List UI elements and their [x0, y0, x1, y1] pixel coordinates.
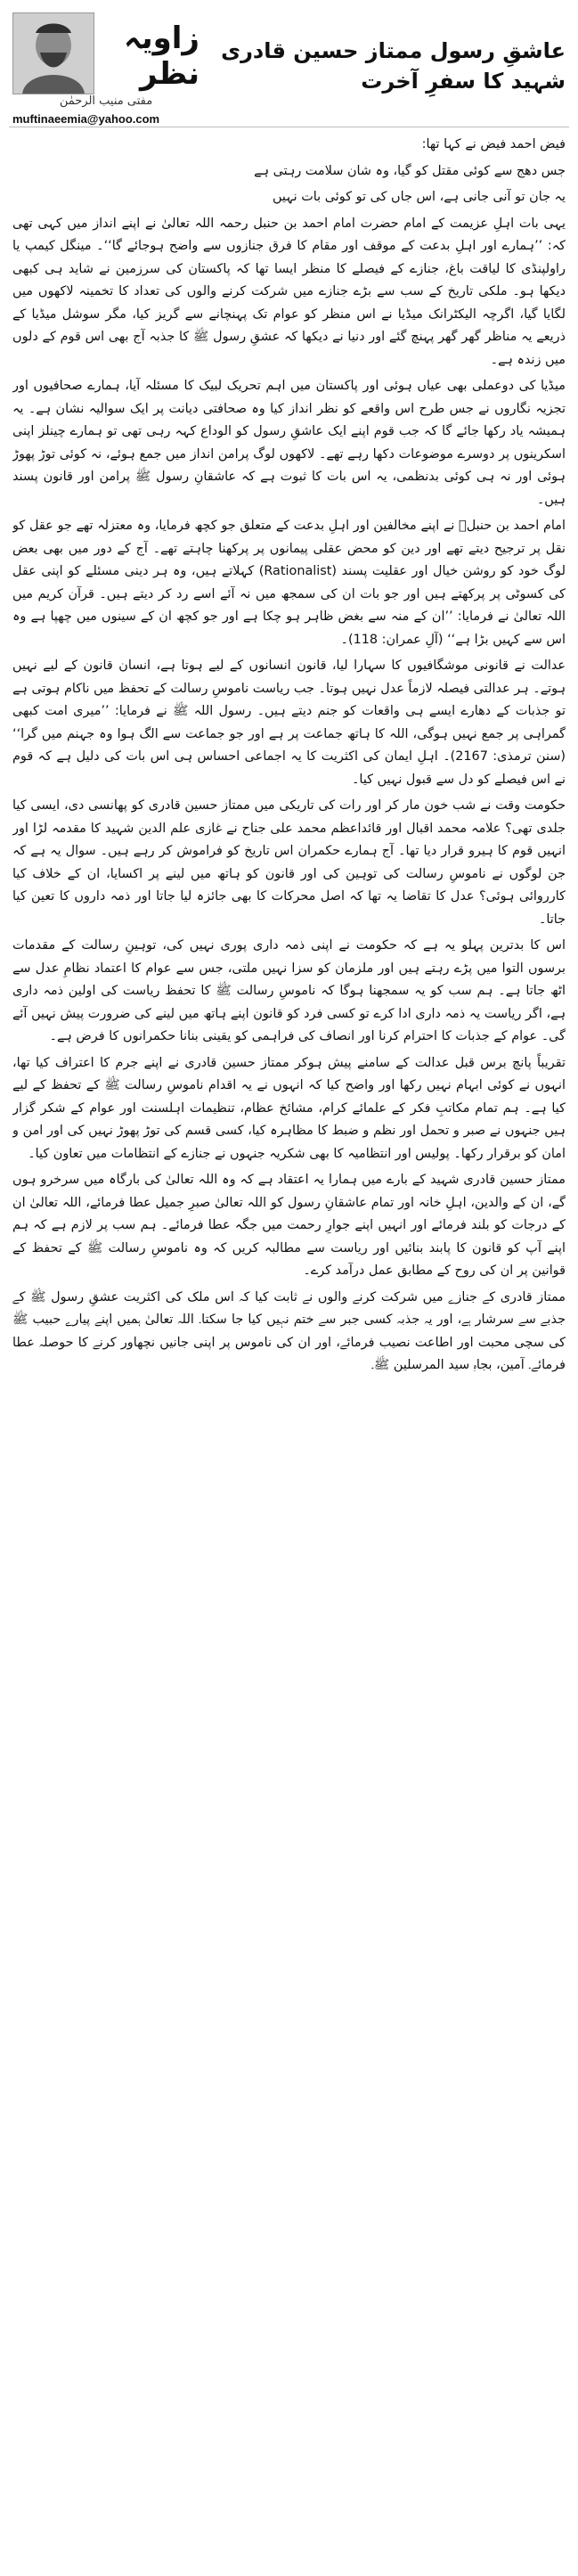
article-paragraph: عدالت نے قانونی موشگافیوں کا سہارا لیا، قانون انسانوں کے لیے ہوتا ہے، انسان قانون کے لیے نہیں ہوتے۔ ہر عدالتی فیصلہ لازماً عدل نہیں ہوتا۔ جب ریاست ناموسِ رسالت کے تحفظ میں ناکام ہوتی ہے تو جذبات کے دھارے ایسے ہی واقعات کو جنم دیتے ہیں۔ رسول اللہ ﷺ نے فرمایا: ’’میری امت کبھی گمراہی پر جمع نہیں ہوگی، اللہ کا ہاتھ جماعت پر ہے اور جو جماعت سے الگ ہوا وہ جہنم میں گرا‘‘ (سنن ترمذی: 2167)۔ اہلِ ایمان کی اکثریت کا یہ اجماعی احساس ہی اس بات کی دلیل ہے کہ قوم نے اس فیصلے کو دل سے قبول نہیں کیا۔: [12, 658, 566, 787]
portrait-image: [13, 13, 94, 94]
article-paragraph: تقریباً پانچ برس قبل عدالت کے سامنے پیش ہوکر ممتاز حسین قادری نے اپنے جرم کا اعتراف کیا تھا، انہوں نے کوئی ابہام نہیں رکھا اور واضح کیا کہ انہوں نے یہ اقدام ناموسِ رسالت ﷺ کے تحفظ کے لیے کیا ہے۔ ہم تمام مکاتبِ فکر کے علمائے کرام، مشائخ عظام، تنظیمات اہلسنت اور عوام کے شکر گزار ہیں جنہوں نے صبر و تحمل اور نظم و ضبط کا مظاہرہ کیا، کسی قسم کی توڑ پھوڑ نہیں کی اور امن و امان کو برقرار رکھا۔ پولیس اور انتظامیہ کا بھی شکریہ جنہوں نے جنازے کے انتظامات میں تعاون کیا۔: [12, 1055, 566, 1161]
article-intro: فیض احمد فیض نے کہا تھا:: [421, 137, 566, 151]
poetry-line-1: جس دھج سے کوئی مقتل کو گیا، وہ شان سلامت رہتی ہے: [254, 163, 566, 178]
article-paragraph: ممتاز حسین قادری شہید کے بارے میں ہمارا یہ اعتقاد ہے کہ وہ اللہ تعالیٰ کی بارگاہ میں سرخرو ہوں گے، ان کے والدین، اہلِ خانہ اور تمام عاشقانِ رسول کو اللہ تعالیٰ صبرِ جمیل عطا فرمائے، اللہ تعالیٰ ان کے درجات کو بلند فرمائے اور انہیں اپنے جوارِ رحمت میں جگہ عطا فرمائے۔ ہم سب پر لازم ہے کہ ہم اپنے آپ کو قانون کا پابند بنائیں اور ریاست سے مطالبہ کریں کہ وہ ناموسِ رسالت ﷺ کے تحفظ کے قوانین پر ان کی روح کے مطابق عمل درآمد کرے۔: [12, 1173, 566, 1278]
author-portrait: [12, 12, 94, 94]
logo-row: [12, 12, 199, 92]
column-logo: زاویہ نظر: [123, 20, 199, 92]
headline: عاشقِ رسول ممتاز حسین قادری شہید کا سفرِ آخرت: [221, 38, 566, 94]
article-paragraph: میڈیا کی دوعملی بھی عیاں ہوئی اور پاکستان میں اہم تحریک لبیک کا مسئلہ آیا، ہمارے صحافیوں اور تجزیہ نگاروں نے جس طرح اس واقعے کو نظر انداز کیا وہ صحافتی دیانت پر ایک سوالیہ نشان ہے۔ یہ ہمیشہ یاد رکھا جائے گا کہ جب قوم اپنے ایک عاشقِ رسول کو الوداع کہہ رہی تھی تو ہمارے چینلز اپنی اسکرینوں پر دوسرے موضوعات دکھا رہے تھے۔ لاکھوں لوگ پرامن انداز میں جمع ہوئے، نہ کوئی توڑ پھوڑ ہوئی اور نہ ہی کوئی بدنظمی، یہ اس بات کا ثبوت ہے کہ عاشقانِ رسول ﷺ پرامن اور قانون پسند ہیں۔: [12, 379, 566, 507]
article-paragraph: اس کا بدترین پہلو یہ ہے کہ حکومت نے اپنی ذمہ داری پوری نہیں کی، توہینِ رسالت کے مقدمات برسوں التوا میں پڑے رہتے ہیں اور ملزمان کو سزا نہیں ملتی، جس سے عوام کا اعتماد نظامِ عدل سے اٹھ جاتا ہے۔ ہم سب کو یہ سمجھنا ہوگا کہ ناموسِ رسالت ﷺ کا تحفظ ریاست کی اولین ذمہ داری ہے، اگر ریاست یہ ذمہ داری ادا کرے تو کسی فرد کو قانون اپنے ہاتھ میں لینے کی ضرورت پیش نہیں آئے گی۔ عوام کے جذبات کا احترام کرنا اور انصاف کی فراہمی کو یقینی بنانا حکمرانوں کا فرض ہے۔: [12, 938, 566, 1043]
author-name: مفتی منیب الرحمٰن: [59, 94, 153, 108]
article-paragraph: حکومت وقت نے شب خون مار کر اور رات کی تاریکی میں ممتاز حسین قادری کو پھانسی دی، ایسی کیا جلدی تھی؟ علامہ محمد اقبال اور قائداعظم محمد علی جناح نے غازی علم الدین شہید کا مقدمہ لڑا اور انہیں قوم کا ہیرو قرار دیا تھا۔ آج ہمارے حکمران اس تاریخ کو فراموش کر رہے ہیں۔ سوال یہ ہے کہ جن لوگوں نے ناموسِ رسالت کی توہین کی اور قانون کو ہاتھ میں لینے پر اکسایا، ان کے خلاف کیا کارروائی ہوئی؟ عدل کا تقاضا یہ تھا کہ اصل محرکات کا بھی جائزہ لیا جاتا اور ذمہ داروں کا تعین کیا جاتا۔: [12, 798, 566, 927]
poetry-line-2: یہ جان تو آنی جانی ہے، اس جاں کی تو کوئی بات نہیں: [272, 190, 566, 204]
column-badge: [12, 12, 199, 126]
article-paragraph: یہی بات اہلِ عزیمت کے امام حضرت امام احمد بن حنبل رحمہ اللہ تعالیٰ نے اپنے انداز میں کہی تھی کہ: ’’ہمارے اور اہلِ بدعت کے موقف اور مقام کا فرق جنازوں سے واضح ہوجائے گا‘‘۔ مینگل کیمپ یا راولپنڈی کا لیاقت باغ، جنازے کے فیصلے کا منظر ایسا تھا کہ پاکستان کی سرزمین نے شاید ہی کبھی دیکھا ہو۔ ملکی تاریخ کے سب سے بڑے جنازے میں شرکت کرنے والوں کی تعداد کا تخمینہ لاکھوں میں لگایا گیا، اگرچہ الیکٹرانک میڈیا نے اس منظر کو عوام تک پہنچانے سے گریز کیا، مگر سوشل میڈیا کے ذریعے یہ مناظر گھر گھر پہنچ گئے اور دنیا نے دیکھا کہ عشقِ رسول ﷺ کا جذبہ آج بھی اس قوم کے دلوں میں زندہ ہے۔: [12, 216, 566, 367]
author-email: muftinaeemia@yahoo.com: [12, 112, 160, 126]
column-header: [0, 0, 578, 129]
article-paragraph: ممتاز قادری کے جنازے میں شرکت کرنے والوں نے ثابت کیا کہ اس ملک کی اکثریت عشقِ رسول ﷺ کے جذبے سے سرشار ہے، اور یہ جذبہ کسی جبر سے ختم نہیں کیا جا سکتا۔ اللہ تعالیٰ ہمیں اپنے پیارے حبیب ﷺ کی سچی محبت اور اطاعت نصیب فرمائے، اور ان کی ناموس پر اپنی جانیں نچھاور کرنے کا حوصلہ عطا فرمائے۔ آمین، بجاہِ سید المرسلین ﷺ۔: [12, 1289, 566, 1372]
article-body: [12, 134, 566, 2562]
article-paragraph: امام احمد بن حنبلؒ نے اپنے مخالفین اور اہلِ بدعت کے متعلق جو کچھ فرمایا، وہ معتزلہ تھے جو عقل کو نقل پر ترجیح دیتے تھے اور دین کو محض عقلی پیمانوں پر پرکھنا چاہتے تھے۔ آج کے دور میں بھی بعض لوگ خود کو روشن خیال اور عقلیت پسند (Rationalist) کہلاتے ہیں، وہ ہر دینی مسئلے کو اپنی عقل کی کسوٹی پر پرکھتے ہیں اور جو بات ان کی سمجھ میں نہ آئے اسے رد کر دیتے ہیں۔ قرآن کریم میں اللہ تعالیٰ نے فرمایا: ’’ان کے منہ سے بغض ظاہر ہو چکا ہے اور جو کچھ ان کے سینوں میں چھپا ہے وہ اس سے کہیں بڑا ہے‘‘ (آلِ عمران: 118)۔: [12, 519, 566, 647]
